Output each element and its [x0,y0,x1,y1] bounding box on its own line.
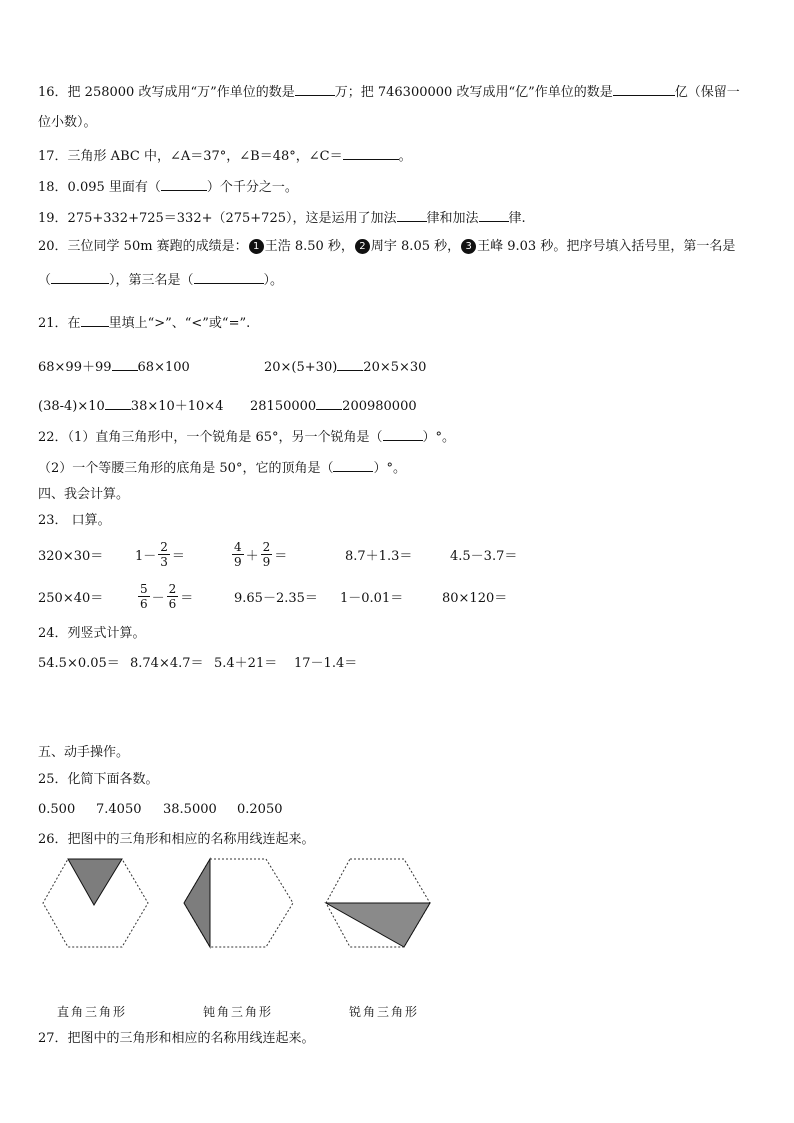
question-text: 三角形 ABC 中，∠A＝37°，∠B＝48°，∠C＝ [67,149,343,164]
answer-blank[interactable] [337,357,363,371]
question-text: （1）直角三角形中，一个锐角是 65°，另一个锐角是（ [67,430,383,445]
shaded-triangle [326,903,430,947]
question-text: 把 258000 改写成用“万”作单位的数是 [67,85,295,100]
fraction [158,540,170,569]
operator: － [151,590,165,606]
answer-blank[interactable] [161,177,207,191]
oral-calc-row-2 [38,576,758,616]
section-heading: 四、我会计算。 [38,487,130,502]
equals: ＝ [171,548,185,564]
expression: (38-4)×10 [38,399,105,414]
calc-item [136,576,193,616]
expression: 250×40＝ [38,590,104,606]
question-text: 律. [508,211,526,226]
answer-blank[interactable] [343,146,399,160]
question-22-part-2 [38,458,406,478]
number-item: 7.4050 [96,802,142,817]
question-20 [38,238,735,256]
question-number: 21． [38,316,68,331]
numerator: 4 [234,539,242,554]
question-text: 亿（保留一 [674,85,740,100]
question-16-cont [38,114,97,132]
question-text: 里填上“>”、“<”或“=”. [108,316,251,331]
vertical-calc-item: 54.5×0.05＝ [38,656,120,671]
question-number: 16． [38,85,68,100]
question-number: 20． [38,239,68,254]
expression: 9.65－2.35＝ [234,590,318,606]
triangle-name-label: 钝角三角形 [203,1005,274,1019]
fraction [138,582,150,611]
answer-blank[interactable] [383,427,423,441]
question-22 [38,427,455,447]
example-blank [81,313,109,327]
question-18 [38,177,298,197]
fraction [232,540,244,569]
compare-row-1b [264,357,426,377]
expression: 1－0.01＝ [340,590,404,606]
question-25-title: 25．化简下面各数。 [38,772,159,787]
question-21 [38,313,250,333]
expression: 8.7＋1.3＝ [345,548,413,564]
expression: 28150000 [250,399,317,414]
circled-number: 1 [249,239,264,254]
question-text: （ [38,273,52,288]
number-item: 38.5000 [163,802,217,817]
denominator: 6 [140,596,148,611]
question-26-title: 26．把图中的三角形和相应的名称用线连起来。 [38,832,315,847]
expression: 38×10＋10×4 [130,399,224,414]
expression: 200980000 [342,399,417,414]
triangle-name-label: 锐角三角形 [349,1005,420,1019]
fraction [167,582,179,611]
triangle-figures [38,855,458,965]
expression: 320×30＝ [38,548,104,564]
answer-blank[interactable] [479,208,509,222]
fraction [261,540,273,569]
question-number: 18． [38,180,68,195]
compare-row-2b [250,396,417,416]
vertical-calc-item: 8.74×4.7＝ [130,656,204,671]
expression: 68×100 [137,360,190,375]
hexagon-figure-2 [184,859,293,947]
answer-blank[interactable] [316,396,342,410]
expression: 80×120＝ [442,590,508,606]
answer-blank[interactable] [105,396,131,410]
number-item: 0.500 [38,802,76,817]
question-20-cont [38,270,283,290]
answer-blank[interactable] [194,270,264,284]
question-text: 王浩 8.50 秒， [264,239,354,254]
expression: 1－ [135,548,157,564]
circled-number: 3 [461,239,476,254]
denominator: 6 [168,596,177,611]
shaded-triangle [184,859,210,947]
question-text: 三位同学 50m 赛跑的成绩是： [67,239,248,254]
question-27-title: 27．把图中的三角形和相应的名称用线连起来。 [38,1031,315,1046]
oral-calc-row-1 [38,534,758,574]
calc-item [345,534,412,574]
vertical-calc-item: 17－1.4＝ [294,656,358,671]
compare-row-1 [38,357,190,377]
question-text: 0.095 里面有（ [67,180,161,195]
hexagon-figure-3 [326,859,430,947]
question-text: ）个千分之一。 [206,180,298,195]
denominator: 9 [234,554,242,569]
expression: 68×99＋99 [38,360,112,375]
numerator: 2 [160,539,168,554]
shaded-triangle [68,859,122,905]
answer-blank[interactable] [295,82,335,96]
question-number: 17． [38,149,68,164]
answer-blank[interactable] [112,357,138,371]
expression: 20×(5+30) [264,360,338,375]
numerator: 2 [168,581,177,596]
question-17 [38,146,412,166]
answer-blank[interactable] [333,458,373,472]
question-text: 位小数）。 [38,115,97,130]
equals: ＝ [180,590,194,606]
question-text: 万；把 746300000 改写成用“亿”作单位的数是 [334,85,613,100]
question-text: 周宇 8.05 秒， [370,239,461,254]
vertical-calc-item: 5.4＋21＝ [214,656,278,671]
calc-item [230,534,287,574]
calc-item [38,534,103,574]
number-item: 0.2050 [237,802,283,817]
question-text: ），第三名是（ [109,273,194,288]
question-text: 。 [398,149,412,164]
question-number: 22． [38,430,68,445]
circled-number: 2 [355,239,370,254]
equals: ＝ [274,548,288,564]
hexagon-figure-1 [43,859,148,947]
operator: ＋ [245,548,259,564]
expression: 4.5－3.7＝ [450,548,518,564]
question-16 [38,82,740,102]
calc-item [234,576,318,616]
expression: 20×5×30 [363,360,427,375]
calc-item [340,576,403,616]
numerator: 2 [262,539,271,554]
question-text: （2）一个等腰三角形的底角是 50°，它的顶角是（ [38,461,334,476]
calc-item [442,576,507,616]
triangle-name-label: 直角三角形 [57,1005,128,1019]
question-text: 律和加法 [426,211,479,226]
answer-blank[interactable] [51,270,109,284]
answer-blank[interactable] [613,82,675,96]
question-23-title: 23． 口算。 [38,513,111,528]
calc-item [38,576,103,616]
calc-item [450,534,517,574]
answer-blank[interactable] [397,208,427,222]
question-text: 在 [67,316,81,331]
question-text: 275+332+725＝332+（275+725），这是运用了加法 [67,211,397,226]
numerator: 5 [140,581,148,596]
question-text: ）°。 [373,461,406,476]
calc-item [135,534,185,574]
compare-row-2 [38,396,223,416]
denominator: 9 [262,554,271,569]
question-number: 19． [38,211,68,226]
section-heading: 五、动手操作。 [38,745,130,760]
question-24-title: 24．列竖式计算。 [38,626,146,641]
question-19 [38,208,526,228]
denominator: 3 [160,554,168,569]
question-text: ）。 [263,273,284,288]
question-text: ）°。 [422,430,456,445]
question-text: 王峰 9.03 秒。把序号填入括号里，第一名是 [477,239,736,254]
